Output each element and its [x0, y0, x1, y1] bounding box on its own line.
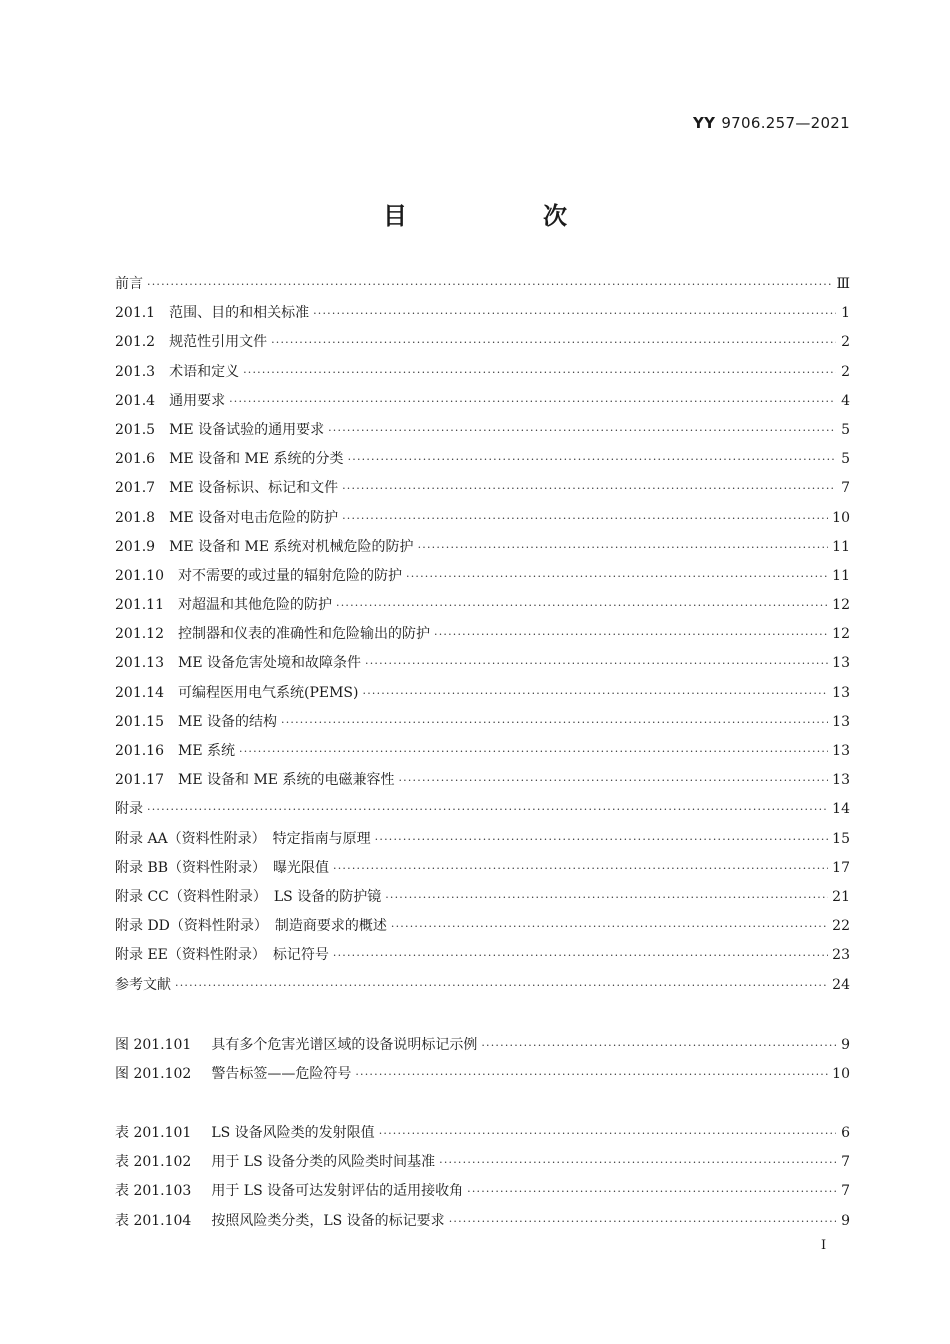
standard-prefix: YY	[693, 114, 716, 132]
entry-title: 术语和定义	[169, 363, 240, 380]
entry-title: LS 设备风险类的发射限值	[211, 1125, 375, 1141]
entry-page: 7	[841, 1183, 850, 1200]
dot-leader	[243, 358, 836, 387]
entry-title: 前言	[115, 276, 143, 292]
toc-entry[interactable]	[115, 971, 850, 1000]
toc-entry[interactable]	[115, 620, 850, 649]
toc-entry[interactable]	[115, 387, 850, 416]
entry-title: ME 设备试验的通用要求	[169, 421, 325, 438]
entry-number: 201.12	[115, 626, 164, 643]
entry-title: 范围、目的和相关标准	[169, 305, 310, 322]
entry-title: 具有多个危害光谱区域的设备说明标记示例	[211, 1037, 478, 1053]
entry-title: 控制器和仪表的准确性和危险输出的防护	[178, 626, 430, 643]
entry-page: 7	[841, 480, 850, 497]
entry-number: 201.9	[115, 538, 156, 555]
entry-title: 附录 AA（资料性附录） 特定指南与原理	[115, 830, 371, 847]
toc-entry[interactable]	[115, 737, 850, 766]
standard-code	[693, 114, 850, 132]
entry-page: 13	[832, 655, 850, 672]
entry-number: 201.10	[115, 567, 164, 584]
entry-title: ME 设备对电击危险的防护	[169, 509, 339, 526]
dot-leader	[342, 504, 828, 533]
entry-number: 201.13	[115, 655, 164, 672]
entry-title: 警告标签——危险符号	[211, 1066, 352, 1083]
entry-page: 13	[832, 743, 850, 759]
dot-leader	[449, 1207, 836, 1236]
toc-entry[interactable]	[115, 825, 850, 854]
entry-number: 201.15	[115, 713, 164, 730]
dot-leader	[271, 328, 836, 357]
dot-leader	[348, 445, 836, 474]
list-of-tables	[115, 1119, 850, 1236]
entry-page: 11	[832, 567, 850, 584]
entry-page: 5	[841, 451, 850, 468]
entry-page: 13	[832, 684, 850, 701]
entry-number: 201.6	[115, 451, 156, 468]
dot-leader	[281, 708, 828, 737]
entry-page: 9	[841, 1037, 850, 1053]
entry-page: 12	[832, 597, 850, 614]
toc-entry[interactable]	[115, 299, 850, 328]
entry-number: 表 201.104	[115, 1212, 192, 1229]
entry-page: 23	[832, 947, 850, 964]
dot-leader	[363, 679, 829, 708]
toc-entry[interactable]	[115, 562, 850, 591]
dot-leader	[336, 591, 828, 620]
table-entry[interactable]	[115, 1207, 850, 1236]
entry-number: 表 201.101	[115, 1125, 192, 1141]
entry-page: 6	[841, 1125, 850, 1141]
table-entry[interactable]	[115, 1177, 850, 1206]
toc-entry[interactable]	[115, 708, 850, 737]
dot-leader	[481, 1031, 836, 1060]
entry-title: 按照风险类分类，LS 设备的标记要求	[211, 1212, 445, 1229]
entry-title: 规范性引用文件	[169, 334, 268, 351]
entry-page: 24	[832, 976, 850, 993]
entry-title: ME 系统	[178, 743, 236, 759]
entry-title: 通用要求	[169, 392, 226, 409]
entry-number: 201.4	[115, 392, 156, 409]
entry-number: 201.16	[115, 743, 164, 759]
toc-entry[interactable]	[115, 358, 850, 387]
dot-leader	[406, 562, 828, 591]
entry-title: ME 设备危害处境和故障条件	[178, 655, 362, 672]
dot-leader	[375, 825, 829, 854]
entry-number: 图 201.102	[115, 1066, 192, 1083]
entry-page: 13	[832, 713, 850, 730]
toc-entry[interactable]	[115, 941, 850, 970]
entry-page: 13	[832, 772, 850, 789]
dot-leader	[333, 854, 828, 883]
entry-title: 附录 DD（资料性附录） 制造商要求的概述	[115, 918, 387, 935]
entry-title: 可编程医用电气系统(PEMS)	[178, 684, 359, 701]
entry-number: 表 201.102	[115, 1154, 192, 1171]
toc-entry[interactable]	[115, 649, 850, 678]
entry-page: 9	[841, 1212, 850, 1229]
page-title: 目 次	[383, 202, 623, 230]
entry-number: 201.3	[115, 363, 156, 380]
dot-leader	[391, 912, 828, 941]
toc-entry[interactable]	[115, 591, 850, 620]
entry-number: 表 201.103	[115, 1183, 192, 1200]
entry-title: ME 设备和 ME 系统对机械危险的防护	[169, 538, 414, 555]
dot-leader	[239, 737, 828, 766]
figure-entry[interactable]	[115, 1031, 850, 1060]
entry-page: 12	[832, 626, 850, 643]
dot-leader	[385, 883, 828, 912]
table-entry[interactable]	[115, 1119, 850, 1148]
entry-page: 5	[841, 421, 850, 438]
toc-entry[interactable]	[115, 445, 850, 474]
entry-page: 2	[841, 334, 850, 351]
entry-page: 10	[832, 1066, 850, 1083]
dot-leader	[333, 941, 828, 970]
dot-leader	[147, 795, 828, 824]
entry-title: 用于 LS 设备可达发射评估的适用接收角	[211, 1183, 464, 1200]
entry-title: 附录 CC（资料性附录） LS 设备的防护镜	[115, 888, 382, 905]
dot-leader	[379, 1119, 836, 1148]
dot-leader	[147, 270, 832, 299]
entry-number: 201.17	[115, 772, 164, 789]
standard-number: 9706.257—2021	[721, 114, 850, 132]
dot-leader	[229, 387, 836, 416]
dot-leader	[439, 1148, 836, 1177]
toc-entry[interactable]	[115, 533, 850, 562]
entry-number: 201.5	[115, 421, 156, 438]
dot-leader	[418, 533, 829, 562]
entry-page: 2	[841, 363, 850, 380]
entry-number: 201.7	[115, 480, 156, 497]
dot-leader	[355, 1060, 828, 1089]
dot-leader	[342, 474, 836, 503]
entry-number: 图 201.101	[115, 1037, 192, 1053]
toc-entry[interactable]	[115, 912, 850, 941]
toc-entry[interactable]	[115, 854, 850, 883]
entry-page: Ⅲ	[836, 276, 850, 292]
entry-title: 对不需要的或过量的辐射危险的防护	[178, 567, 402, 584]
dot-leader	[175, 971, 828, 1000]
toc-entry[interactable]	[115, 679, 850, 708]
entry-page: 10	[832, 509, 850, 526]
entry-page: 4	[841, 392, 850, 409]
toc-entry[interactable]	[115, 883, 850, 912]
page-number: I	[821, 1238, 827, 1253]
entry-title: 附录	[115, 801, 143, 818]
entry-title: ME 设备和 ME 系统的电磁兼容性	[178, 772, 395, 789]
toc-entry[interactable]	[115, 416, 850, 445]
entry-number: 201.11	[115, 597, 164, 614]
figure-entry[interactable]	[115, 1060, 850, 1089]
dot-leader	[365, 649, 828, 678]
entry-page: 11	[832, 538, 850, 555]
dot-leader	[328, 416, 836, 445]
toc-entry[interactable]	[115, 766, 850, 795]
entry-title: ME 设备和 ME 系统的分类	[169, 451, 344, 468]
toc-entry[interactable]	[115, 795, 850, 824]
entry-page: 15	[832, 830, 850, 847]
table-of-contents	[115, 270, 850, 1000]
dot-leader	[398, 766, 828, 795]
entry-number: 201.2	[115, 334, 156, 351]
entry-page: 17	[832, 859, 850, 876]
entry-title: 对超温和其他危险的防护	[178, 597, 332, 614]
entry-title: 附录 EE（资料性附录） 标记符号	[115, 947, 329, 964]
toc-entry[interactable]	[115, 328, 850, 357]
entry-page: 7	[841, 1154, 850, 1171]
entry-number: 201.8	[115, 509, 156, 526]
toc-entry[interactable]	[115, 474, 850, 503]
dot-leader	[313, 299, 836, 328]
entry-page: 14	[832, 801, 850, 818]
list-of-figures	[115, 1031, 850, 1089]
entry-title: 附录 BB（资料性附录） 曝光限值	[115, 859, 330, 876]
dot-leader	[467, 1177, 836, 1206]
entry-title: 用于 LS 设备分类的风险类时间基准	[211, 1154, 436, 1171]
entry-title: ME 设备的结构	[178, 713, 278, 730]
entry-page: 21	[832, 888, 850, 905]
entry-number: 201.1	[115, 305, 156, 322]
toc-entry[interactable]	[115, 504, 850, 533]
entry-page: 22	[832, 918, 850, 935]
entry-number: 201.14	[115, 684, 164, 701]
dot-leader	[434, 620, 828, 649]
entry-title: ME 设备标识、标记和文件	[169, 480, 339, 497]
entry-page: 1	[841, 305, 850, 322]
toc-entry[interactable]	[115, 270, 850, 299]
entry-title: 参考文献	[115, 976, 171, 993]
table-entry[interactable]	[115, 1148, 850, 1177]
